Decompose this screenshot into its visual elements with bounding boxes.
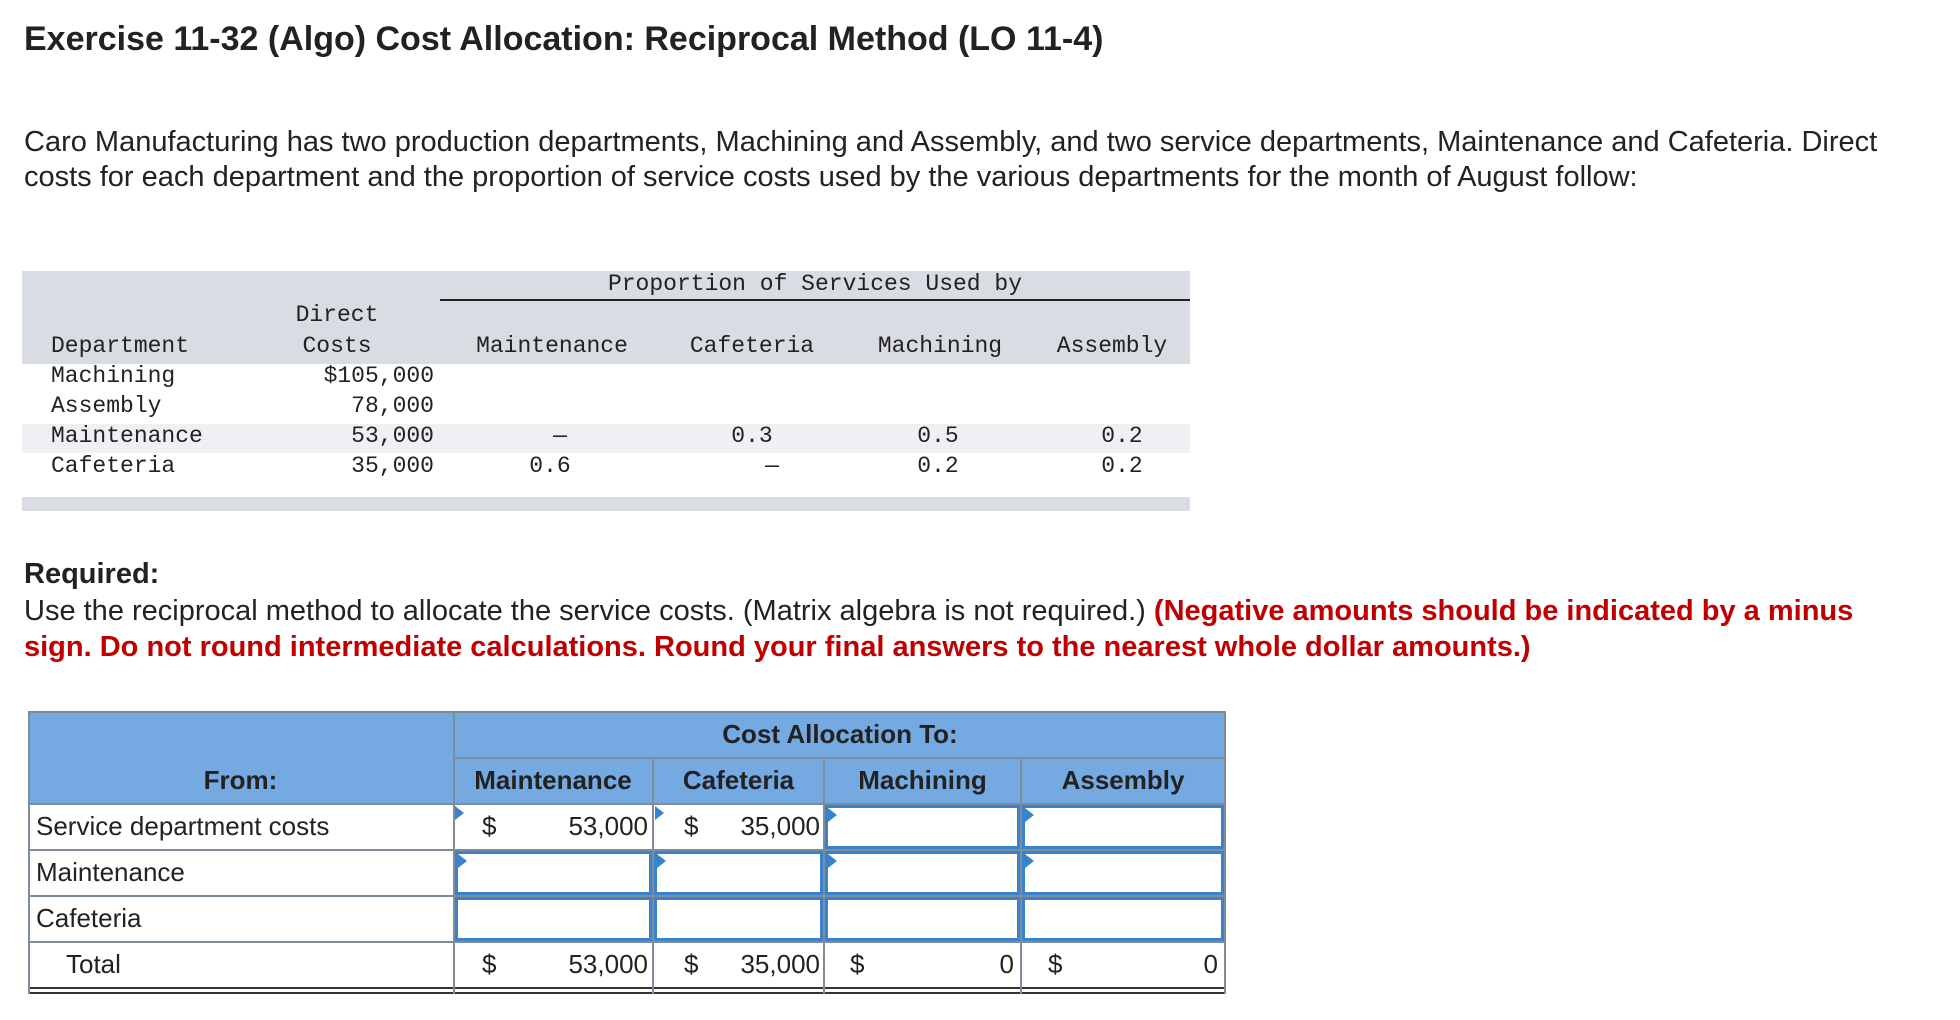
service-assembly-input[interactable]	[1022, 805, 1224, 849]
total-caf-dollar: $	[684, 949, 699, 979]
col-maintenance: Maintenance	[476, 333, 628, 359]
service-caf-value: 35,000	[740, 811, 820, 841]
total-asm-value: 0	[1203, 949, 1218, 979]
total-rule	[28, 987, 1226, 989]
row-department: Maintenance	[51, 423, 203, 449]
grid-line	[28, 711, 30, 994]
cafeteria-maint-input[interactable]	[455, 897, 652, 941]
row-machining: 0.2	[917, 453, 959, 479]
required-instruction: Use the reciprocal method to allocate the service costs. (Matrix algebra is not required.)	[24, 595, 1146, 627]
input-marker	[657, 854, 666, 868]
col-department: Department	[51, 333, 190, 359]
input-marker	[655, 806, 664, 820]
group-header: Proportion of Services Used by	[607, 271, 1023, 297]
service-caf-dollar: $	[684, 811, 699, 841]
col-assembly: Assembly	[1061, 765, 1185, 795]
total-mach-dollar: $	[850, 949, 865, 979]
input-marker	[1025, 854, 1034, 868]
col-from: From:	[203, 765, 278, 795]
cafeteria-assembly-input[interactable]	[1022, 897, 1224, 941]
col-direct-2: Costs	[302, 333, 372, 359]
page-title: Exercise 11-32 (Algo) Cost Allocation: Reciprocal Method (LO 11-4)	[24, 20, 1104, 58]
row-maintenance: —	[553, 423, 567, 449]
input-marker	[455, 806, 464, 820]
col-cafeteria: Cafeteria	[689, 333, 815, 359]
col-direct-1: Direct	[295, 302, 379, 328]
input-marker	[828, 854, 837, 868]
row-assembly: 0.2	[1101, 453, 1143, 479]
row-direct: 35,000	[351, 453, 434, 479]
service-maint-dollar: $	[482, 811, 497, 841]
intro-paragraph: Caro Manufacturing has two production departments, Machining and Assembly, and two service departments, Maintenance and Cafeteria. Direct costs for each department and the proportion of service costs used by the various departments for the month of August follow:	[24, 126, 1878, 193]
group-underline	[440, 299, 1190, 301]
row-label-service: Service department costs	[36, 811, 330, 841]
maintenance-maint-input[interactable]	[455, 851, 652, 895]
row-label-total: Total	[66, 949, 121, 979]
row-cafeteria: 0.3	[731, 423, 773, 449]
required-heading: Required:	[24, 558, 160, 590]
row-label-cafeteria: Cafeteria	[36, 903, 142, 933]
required-note: (Negative amounts should be indicated by a minus sign. Do not round intermediate calculations. Round your final answers to the nearest whole dollar amounts.)	[24, 595, 1854, 663]
input-marker	[1025, 808, 1034, 822]
input-marker	[458, 854, 467, 868]
row-direct: $105,000	[323, 363, 434, 389]
row-direct: 78,000	[351, 393, 434, 419]
total-rule	[28, 992, 1226, 994]
col-maintenance: Maintenance	[474, 765, 632, 795]
row-department: Machining	[51, 363, 176, 389]
service-machining-input[interactable]	[825, 805, 1020, 849]
data-table	[22, 271, 1190, 511]
total-asm-dollar: $	[1048, 949, 1063, 979]
row-direct: 53,000	[351, 423, 434, 449]
row-department: Assembly	[51, 393, 162, 419]
allocation-grid	[28, 711, 1226, 996]
total-mach-value: 0	[999, 949, 1014, 979]
group-header: Cost Allocation To:	[722, 719, 958, 749]
row-cafeteria: —	[765, 453, 779, 479]
row-label-maintenance: Maintenance	[36, 857, 185, 887]
col-cafeteria: Cafeteria	[682, 765, 795, 795]
col-assembly: Assembly	[1056, 333, 1168, 359]
cafeteria-machining-input[interactable]	[825, 897, 1020, 941]
cafeteria-caf-input[interactable]	[654, 897, 823, 941]
required-text	[24, 593, 1924, 665]
row-assembly: 0.2	[1101, 423, 1143, 449]
row-maintenance: 0.6	[529, 453, 571, 479]
total-maint-dollar: $	[482, 949, 497, 979]
total-maint-value: 53,000	[568, 949, 648, 979]
total-caf-value: 35,000	[740, 949, 820, 979]
maintenance-machining-input[interactable]	[825, 851, 1020, 895]
col-machining: Machining	[858, 765, 987, 795]
col-machining: Machining	[877, 333, 1003, 359]
row-machining: 0.5	[917, 423, 959, 449]
input-marker	[828, 808, 837, 822]
row-department: Cafeteria	[51, 453, 176, 479]
maintenance-assembly-input[interactable]	[1022, 851, 1224, 895]
footer-band	[22, 497, 1190, 511]
service-maint-value: 53,000	[568, 811, 648, 841]
maintenance-caf-input[interactable]	[654, 851, 823, 895]
